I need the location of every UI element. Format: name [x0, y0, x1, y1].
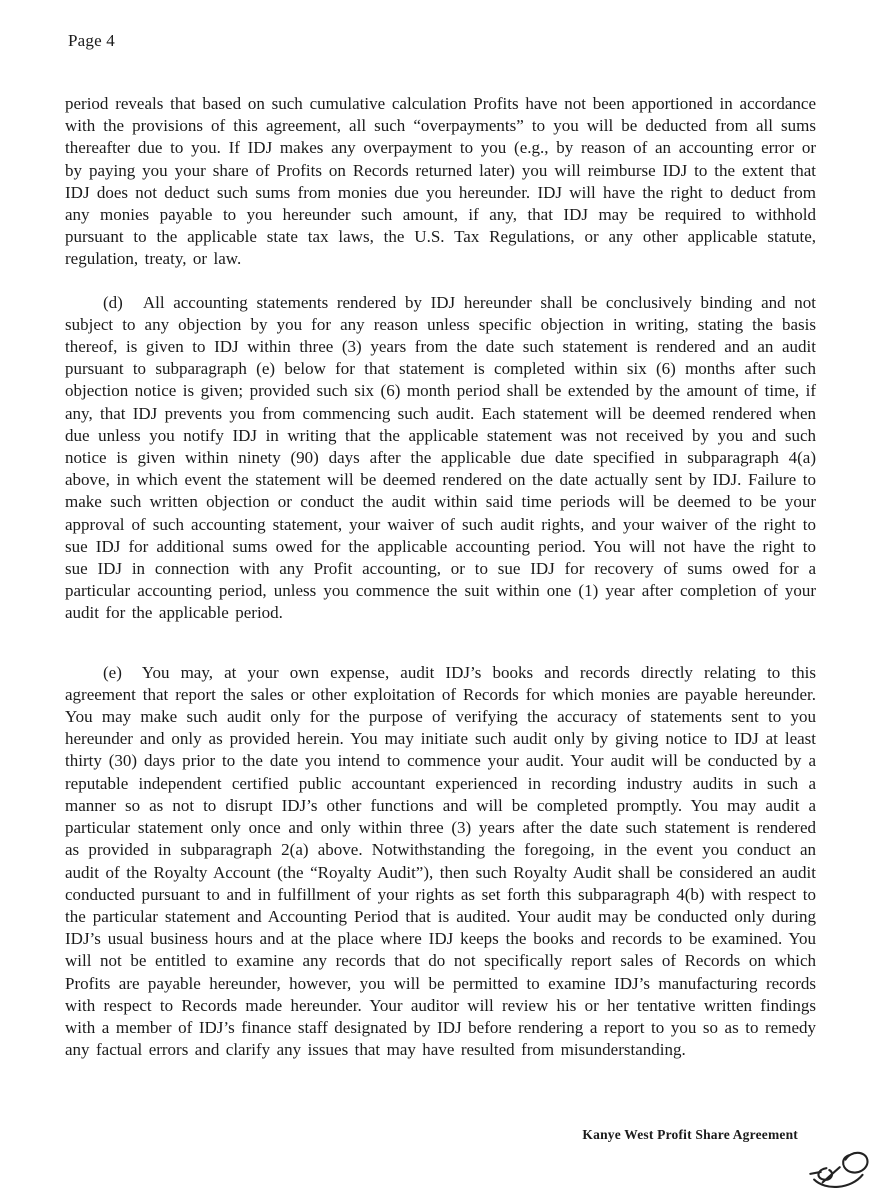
paragraph-text-e: You may, at your own expense, audit IDJ’s books and records directly relating to this agreement that report the sales or other exploitation of Records for which monies are payable hereunder. You may make such audit only for the purpose of verifying the accuracy of statements sent to you hereunder and only as provided herein. You may initiate such audit only by giving notice to IDJ at least thirty (30) days prior to the date you intend to commence your audit. Your audit will be conducted by a reputable independent certified public accountant experienced in recording industry audits in such a manner so as not to disrupt IDJ’s other functions and will be completed promptly. You may audit a particular statement only once and only within three (3) years after the date such statement is rendered as provided in subparagraph 2(a) above. Notwithstanding the foregoing, in the event you conduct an audit of the Royalty Account (the “Royalty Audit”), then such Royalty Audit shall be considered an audit conducted pursuant to and in fulfillment of your rights as set forth this subparagraph 4(b) with respect to the particular statement and Accounting Period that is audited. Your audit may be conducted only during IDJ’s usual business hours and at the place where IDJ keeps the books and records to be examined. You will not be entitled to examine any records that do not specifically report sales of Records on which Profits are payable hereunder, however, you will be permitted to examine IDJ’s manufacturing records with respect to Records made hereunder. Your auditor will review his or her tentative written findings with a member of IDJ’s finance staff designated by IDJ before rendering a report to you so as to remedy any factual errors and clarify any issues that may have resulted from misunderstanding. — [65, 662, 816, 1060]
signature-initials-scribble — [797, 1146, 873, 1196]
document-body — [65, 93, 816, 1061]
paragraph-subsection-e — [65, 662, 816, 1062]
footer-document-title: Kanye West Profit Share Agreement — [582, 1127, 798, 1142]
paragraph-subsection-d — [65, 292, 816, 625]
paragraph-label-e: (e) — [103, 662, 122, 682]
paragraph-label-d: (d) — [103, 292, 123, 312]
page-number: Page 4 — [68, 31, 115, 50]
paragraph-text-d: All accounting statements rendered by IDJ hereunder shall be conclusively binding and not subject to any objection by you for any reason unless specific objection in writing, stating the basis thereof, is given to IDJ within three (3) years from the date such statement is rendered and an audit pursuant to subparagraph (e) below for that statement is completed within six (6) months after such objection notice is given; provided such six (6) month period shall be extended by the amount of time, if any, that IDJ prevents you from commencing such audit. Each statement will be deemed rendered when due unless you notify IDJ in writing that the applicable statement was not received by you and such notice is given within ninety (90) days after the applicable due date specified in subparagraph 4(a) above, in which event the statement will be deemed rendered on the date actually sent by IDJ. Failure to make such written objection or conduct the audit within said time periods will be deemed to be your approval of such accounting statement, your waiver of such audit rights, and your waiver of the right to sue IDJ for additional sums owed for the applicable accounting period. You will not have the right to sue IDJ in connection with any Profit accounting, or to sue IDJ for recovery of sums owed for a particular accounting period, unless you commence the suit within one (1) year after completion of your audit for the applicable period. — [65, 292, 816, 623]
paragraph-continuation: period reveals that based on such cumulative calculation Profits have not been apportioned in accordance with the provisions of this agreement, all such “overpayments” to you will be deducted from all sums thereafter due to you. If IDJ makes any overpayment to you (e.g., by reason of an accounting error or by paying you your share of Profits on Records returned later) you will reimburse IDJ to the extent that IDJ does not deduct such sums from monies due you hereunder. IDJ will have the right to deduct from any monies payable to you hereunder such amount, if any, that IDJ may be required to withhold pursuant to the applicable state tax laws, the U.S. Tax Regulations, or any other applicable statute, regulation, treaty, or law. — [65, 94, 816, 269]
